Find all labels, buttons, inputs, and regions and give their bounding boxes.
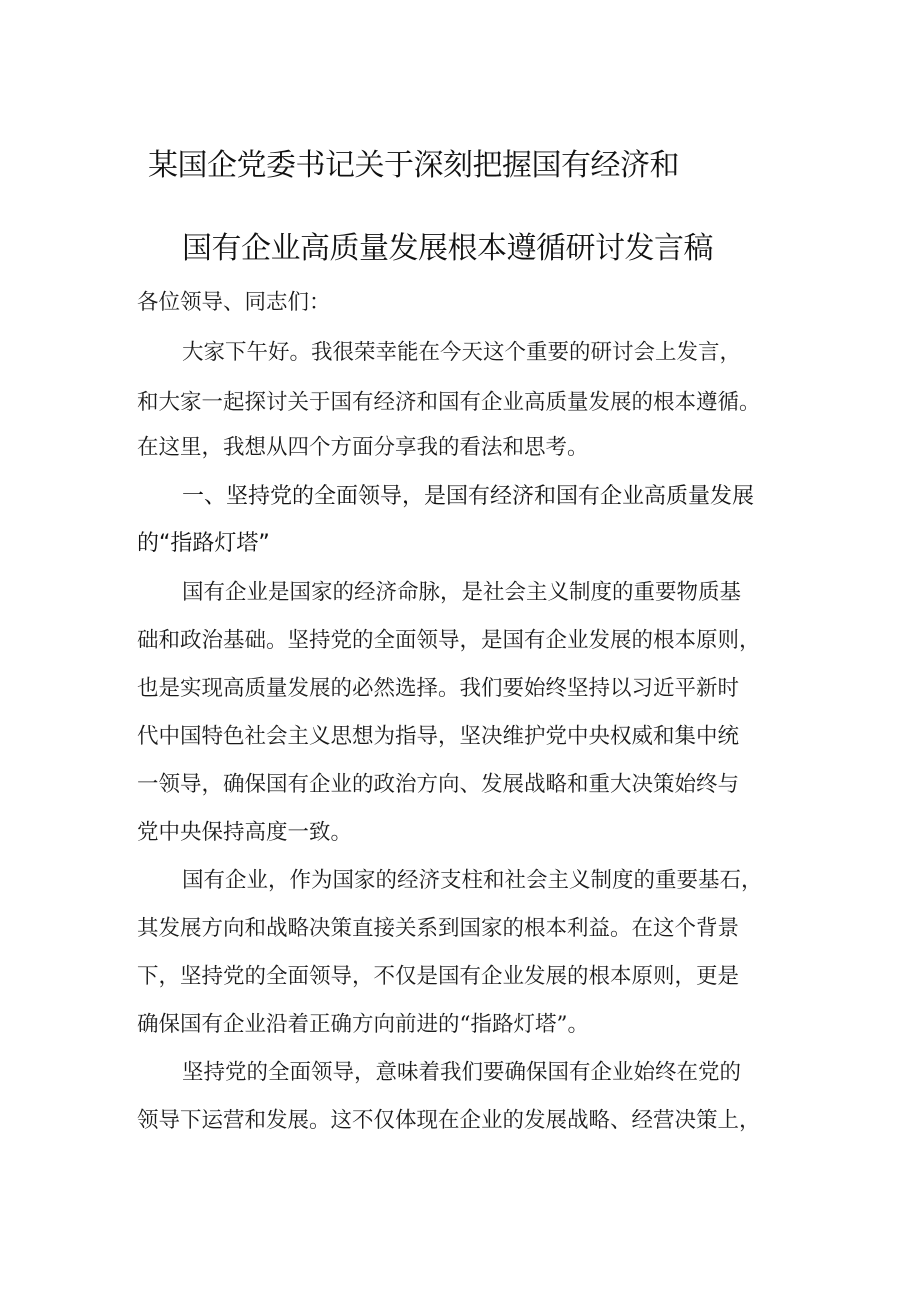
intro-line: 大家下午好。我很荣幸能在今天这个重要的研讨会上发言， [182, 340, 742, 365]
paragraph-1-line: 国有企业是国家的经济命脉，是社会主义制度的重要物质基 [182, 580, 742, 605]
document-title-line-2: 国有企业高质量发展根本遵循研讨发言稿 [182, 231, 713, 266]
paragraph-2-line: 下，坚持党的全面领导，不仅是国有企业发展的根本原则，更是 [137, 964, 740, 989]
paragraph-3-line: 领导下运营和发展。这不仅体现在企业的发展战略、经营决策上， [137, 1108, 761, 1133]
salutation: 各位领导、同志们： [137, 290, 331, 315]
paragraph-1-line: 也是实现高质量发展的必然选择。我们要始终坚持以习近平新时 [137, 676, 740, 701]
paragraph-3-line: 坚持党的全面领导，意味着我们要确保国有企业始终在党的 [182, 1060, 742, 1085]
paragraph-1-line: 一领导，确保国有企业的政治方向、发展战略和重大决策始终与 [137, 772, 740, 797]
document-title-line-1: 某国企党委书记关于深刻把握国有经济和 [148, 148, 679, 183]
paragraph-2-line: 国有企业，作为国家的经济支柱和社会主义制度的重要基石， [182, 868, 763, 893]
intro-line: 在这里，我想从四个方面分享我的看法和思考。 [137, 435, 589, 460]
paragraph-1-line: 础和政治基础。坚持党的全面领导，是国有企业发展的根本原则， [137, 628, 761, 653]
section-1-heading-line: 的“指路灯塔” [137, 531, 270, 556]
intro-line: 和大家一起探讨关于国有经济和国有企业高质量发展的根本遵循。 [137, 390, 761, 415]
paragraph-2-line: 确保国有企业沿着正确方向前进的“指路灯塔”。 [137, 1012, 589, 1037]
paragraph-2-line: 其发展方向和战略决策直接关系到国家的根本利益。在这个背景 [137, 916, 740, 941]
paragraph-1-line: 代中国特色社会主义思想为指导，坚决维护党中央权威和集中统 [137, 724, 740, 749]
section-1-heading-line: 一、坚持党的全面领导，是国有经济和国有企业高质量发展 [182, 484, 755, 509]
paragraph-1-line: 党中央保持高度一致。 [137, 820, 353, 845]
